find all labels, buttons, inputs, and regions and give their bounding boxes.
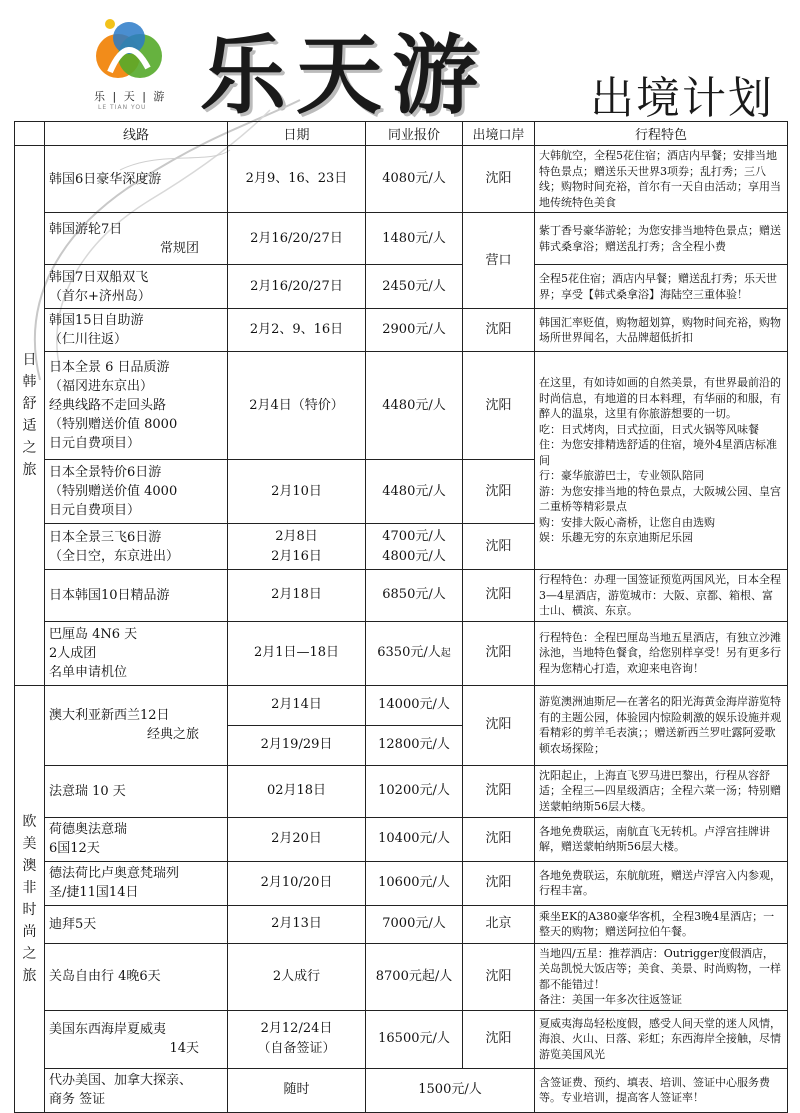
- port-cell: 北京: [463, 905, 535, 943]
- date-cell: 02月18日: [228, 765, 366, 817]
- route-cell: 迪拜5天: [45, 905, 228, 943]
- feature-cell: 行程特色：全程巴厘岛当地五星酒店，有独立沙滩泳池，当地特色餐食，给您别样享受！另有更多行程为您精心打造，欢迎来电咨询！: [535, 621, 788, 685]
- brand-title: 乐天游: [200, 25, 488, 126]
- price-cell: 14000元/人: [366, 685, 463, 725]
- route-cell: 韩国7日双船双飞 （首尔+济州岛）: [45, 265, 228, 309]
- date-cell: 2月10/20日: [228, 861, 366, 905]
- date-cell: 2月18日: [228, 570, 366, 622]
- logo-subtext: LE TIAN YOU: [98, 104, 147, 111]
- route-cell: 德法荷比卢奥意梵瑞列 圣/捷11国14日: [45, 861, 228, 905]
- price-cell: 4480元/人: [366, 352, 463, 460]
- route-cell: 澳大利亚新西兰12日 经典之旅: [45, 685, 228, 765]
- port-header: 出境口岸: [463, 122, 535, 146]
- port-cell: 沈阳: [463, 621, 535, 685]
- feature-cell: 行程特色：办理一国签证预览两国风光，日本全程3—4星酒店，游览城市：大阪、京都、箱根、富士山、横滨、东京。: [535, 570, 788, 622]
- header: [0, 0, 800, 126]
- date-cell: 2月14日: [228, 685, 366, 725]
- port-cell: 沈阳: [463, 352, 535, 460]
- region-cell: 欧美澳非时尚之旅: [15, 685, 45, 1112]
- region-header: [15, 122, 45, 146]
- feature-cell: 在这里，有如诗如画的自然美景，有世界最前沿的时尚信息，有地道的日本料理，有华丽的和服，有醉人的温泉，这里有你旅游想要的一切。 吃：日式烤肉，日式拉面，日式火锅等风味餐 住：为您安排精选舒适的住宿，境外4星酒店标准间 行：豪华旅游巴士，专业领队陪同 游：为您安排当地的特色景点，大阪城公园、皇宫二重桥等精彩景点 购：安排大阪心斋桥，让您自由选购 娱：乐趣无穷的东京迪斯尼乐园: [535, 352, 788, 570]
- feature-cell: 含签证费、预约、填表、培训、签证中心服务费等。专业培训，提高客人签证率！: [535, 1068, 788, 1112]
- port-cell: 沈阳: [463, 943, 535, 1010]
- port-cell: 营口: [463, 213, 535, 309]
- table-row: [15, 765, 788, 817]
- date-cell: 2月1日—18日: [228, 621, 366, 685]
- route-cell: 日本韩国10日精品游: [45, 570, 228, 622]
- price-cell: 8700元起/人: [366, 943, 463, 1010]
- date-cell: 2月13日: [228, 905, 366, 943]
- table-row: [15, 146, 788, 213]
- feature-cell: 全程5花住宿；酒店内早餐；赠送乱打秀；乐天世界；享受【韩式桑拿浴】海陆空三重体验！: [535, 265, 788, 309]
- route-cell: 日本全景 6 日品质游 （福冈进东京出） 经典线路不走回头路 （特别赠送价值 8000 日元自费项目）: [45, 352, 228, 460]
- port-cell: 沈阳: [463, 861, 535, 905]
- route-cell: 法意瑞 10 天: [45, 765, 228, 817]
- price-header: 同业报价: [366, 122, 463, 146]
- route-cell: 荷德奥法意瑞 6国12天: [45, 817, 228, 861]
- date-cell: 2月10日: [228, 460, 366, 524]
- feature-cell: 夏威夷海岛轻松度假，感受人间天堂的迷人风情，海浪、火山、日落、彩虹；东西海岸全接触，尽情游览美国风光: [535, 1010, 788, 1068]
- table-row: [15, 685, 788, 725]
- feature-cell: 各地免费联运，南航直飞无转机。卢浮宫挂牌讲解，赠送蒙帕纳斯56层大楼。: [535, 817, 788, 861]
- route-cell: 韩国15日自助游 （仁川往返）: [45, 309, 228, 352]
- table-header-row: [15, 122, 788, 146]
- feature-cell: 乘坐EK的A380豪华客机，全程3晚4星酒店；一整天的购物；赠送阿拉伯午餐。: [535, 905, 788, 943]
- table-row: [15, 943, 788, 1010]
- features-header: 行程特色: [535, 122, 788, 146]
- date-cell: 2月16/20/27日: [228, 265, 366, 309]
- table-row: [15, 905, 788, 943]
- page-subtitle: 出境计划: [590, 73, 774, 124]
- port-cell: 沈阳: [463, 765, 535, 817]
- feature-cell: 韩国汇率贬值，购物超划算，购物时间充裕，购物场所世界闻名，大品牌超低折扣: [535, 309, 788, 352]
- date-cell: 2月12/24日 （自备签证）: [228, 1010, 366, 1068]
- price-cell: 7000元/人: [366, 905, 463, 943]
- tour-plan-table: [14, 121, 788, 1113]
- route-cell: 日本全景三飞6日游 （全日空，东京进出）: [45, 524, 228, 570]
- table-row: [15, 1010, 788, 1068]
- route-cell: 关岛自由行 4晚6天: [45, 943, 228, 1010]
- date-cell: 2月20日: [228, 817, 366, 861]
- region-cell: 日韩舒适之旅: [15, 146, 45, 686]
- price-cell: 6350元/人起: [366, 621, 463, 685]
- feature-cell: 各地免费联运，东航航班，赠送卢浮宫入内参观，行程丰富。: [535, 861, 788, 905]
- date-header: 日期: [228, 122, 366, 146]
- table-row: [15, 621, 788, 685]
- date-cell: 2月16/20/27日: [228, 213, 366, 265]
- port-cell: 沈阳: [463, 460, 535, 524]
- route-header: 线路: [45, 122, 228, 146]
- price-cell: 4080元/人: [366, 146, 463, 213]
- price-cell: 2900元/人: [366, 309, 463, 352]
- port-cell: 沈阳: [463, 685, 535, 765]
- route-cell: 代办美国、加拿大探亲、 商务 签证: [45, 1068, 228, 1112]
- table-row: [15, 817, 788, 861]
- price-cell: 10400元/人: [366, 817, 463, 861]
- port-cell: 沈阳: [463, 524, 535, 570]
- table-row: [15, 1068, 788, 1112]
- table-row: [15, 352, 788, 460]
- feature-cell: 紫丁香号豪华游轮；为您安排当地特色景点；赠送韩式桑拿浴；赠送乱打秀；含全程小费: [535, 213, 788, 265]
- feature-cell: 游览澳洲迪斯尼—在著名的阳光海黄金海岸游览特有的主题公园，体验园内惊险刺激的娱乐设施并观看精彩的剪羊毛表演；；赠送新西兰罗吐露阿爱歌顿农场探险；: [535, 685, 788, 765]
- route-cell: 日本全景特价6日游 （特别赠送价值 4000 日元自费项目）: [45, 460, 228, 524]
- date-cell: 2月9、16、23日: [228, 146, 366, 213]
- price-cell: 1480元/人: [366, 213, 463, 265]
- table-row: [15, 213, 788, 265]
- route-cell: 韩国6日豪华深度游: [45, 146, 228, 213]
- port-cell: 沈阳: [463, 570, 535, 622]
- feature-cell: 大韩航空，全程5花住宿；酒店内早餐；安排当地特色景点；赠送乐天世界3项券；乱打秀；三八线；购物时间充裕，首尔有一天自由活动；享用当地传统特色美食: [535, 146, 788, 213]
- feature-cell: 沈阳起止，上海直飞罗马进巴黎出，行程从容舒适；全程三—四星级酒店；全程六菜一汤；特别赠送蒙帕纳斯56层大楼。: [535, 765, 788, 817]
- date-cell: 2人成行: [228, 943, 366, 1010]
- price-cell: 4700元/人 4800元/人: [366, 524, 463, 570]
- price-cell: 16500元/人: [366, 1010, 463, 1068]
- date-cell: 2月8日 2月16日: [228, 524, 366, 570]
- price-cell: 1500元/人: [366, 1068, 535, 1112]
- table-row: [15, 265, 788, 309]
- port-cell: 沈阳: [463, 146, 535, 213]
- feature-cell: 当地四/五星：推荐酒店：Outrigger度假酒店，关岛凯悦大饭店等；美食、美景、时尚购物，一样都不能错过！ 备注：美国一年多次往返签证: [535, 943, 788, 1010]
- table-row: [15, 570, 788, 622]
- price-cell: 6850元/人: [366, 570, 463, 622]
- route-cell: 韩国游轮7日 常规团: [45, 213, 228, 265]
- date-cell: 随时: [228, 1068, 366, 1112]
- price-cell: 10600元/人: [366, 861, 463, 905]
- date-cell: 2月4日（特价）: [228, 352, 366, 460]
- logo-text: 乐 | 天 | 游: [94, 90, 167, 103]
- port-cell: 沈阳: [463, 309, 535, 352]
- table-row: [15, 309, 788, 352]
- price-cell: 10200元/人: [366, 765, 463, 817]
- table-row: [15, 861, 788, 905]
- port-cell: 沈阳: [463, 817, 535, 861]
- price-cell: 4480元/人: [366, 460, 463, 524]
- route-cell: 美国东西海岸夏威夷 14天: [45, 1010, 228, 1068]
- price-cell: 12800元/人: [366, 725, 463, 765]
- route-cell: 巴厘岛 4N6 天 2人成团 名单申请机位: [45, 621, 228, 685]
- date-cell: 2月2、9、16日: [228, 309, 366, 352]
- price-cell: 2450元/人: [366, 265, 463, 309]
- port-cell: 沈阳: [463, 1010, 535, 1068]
- date-cell: 2月19/29日: [228, 725, 366, 765]
